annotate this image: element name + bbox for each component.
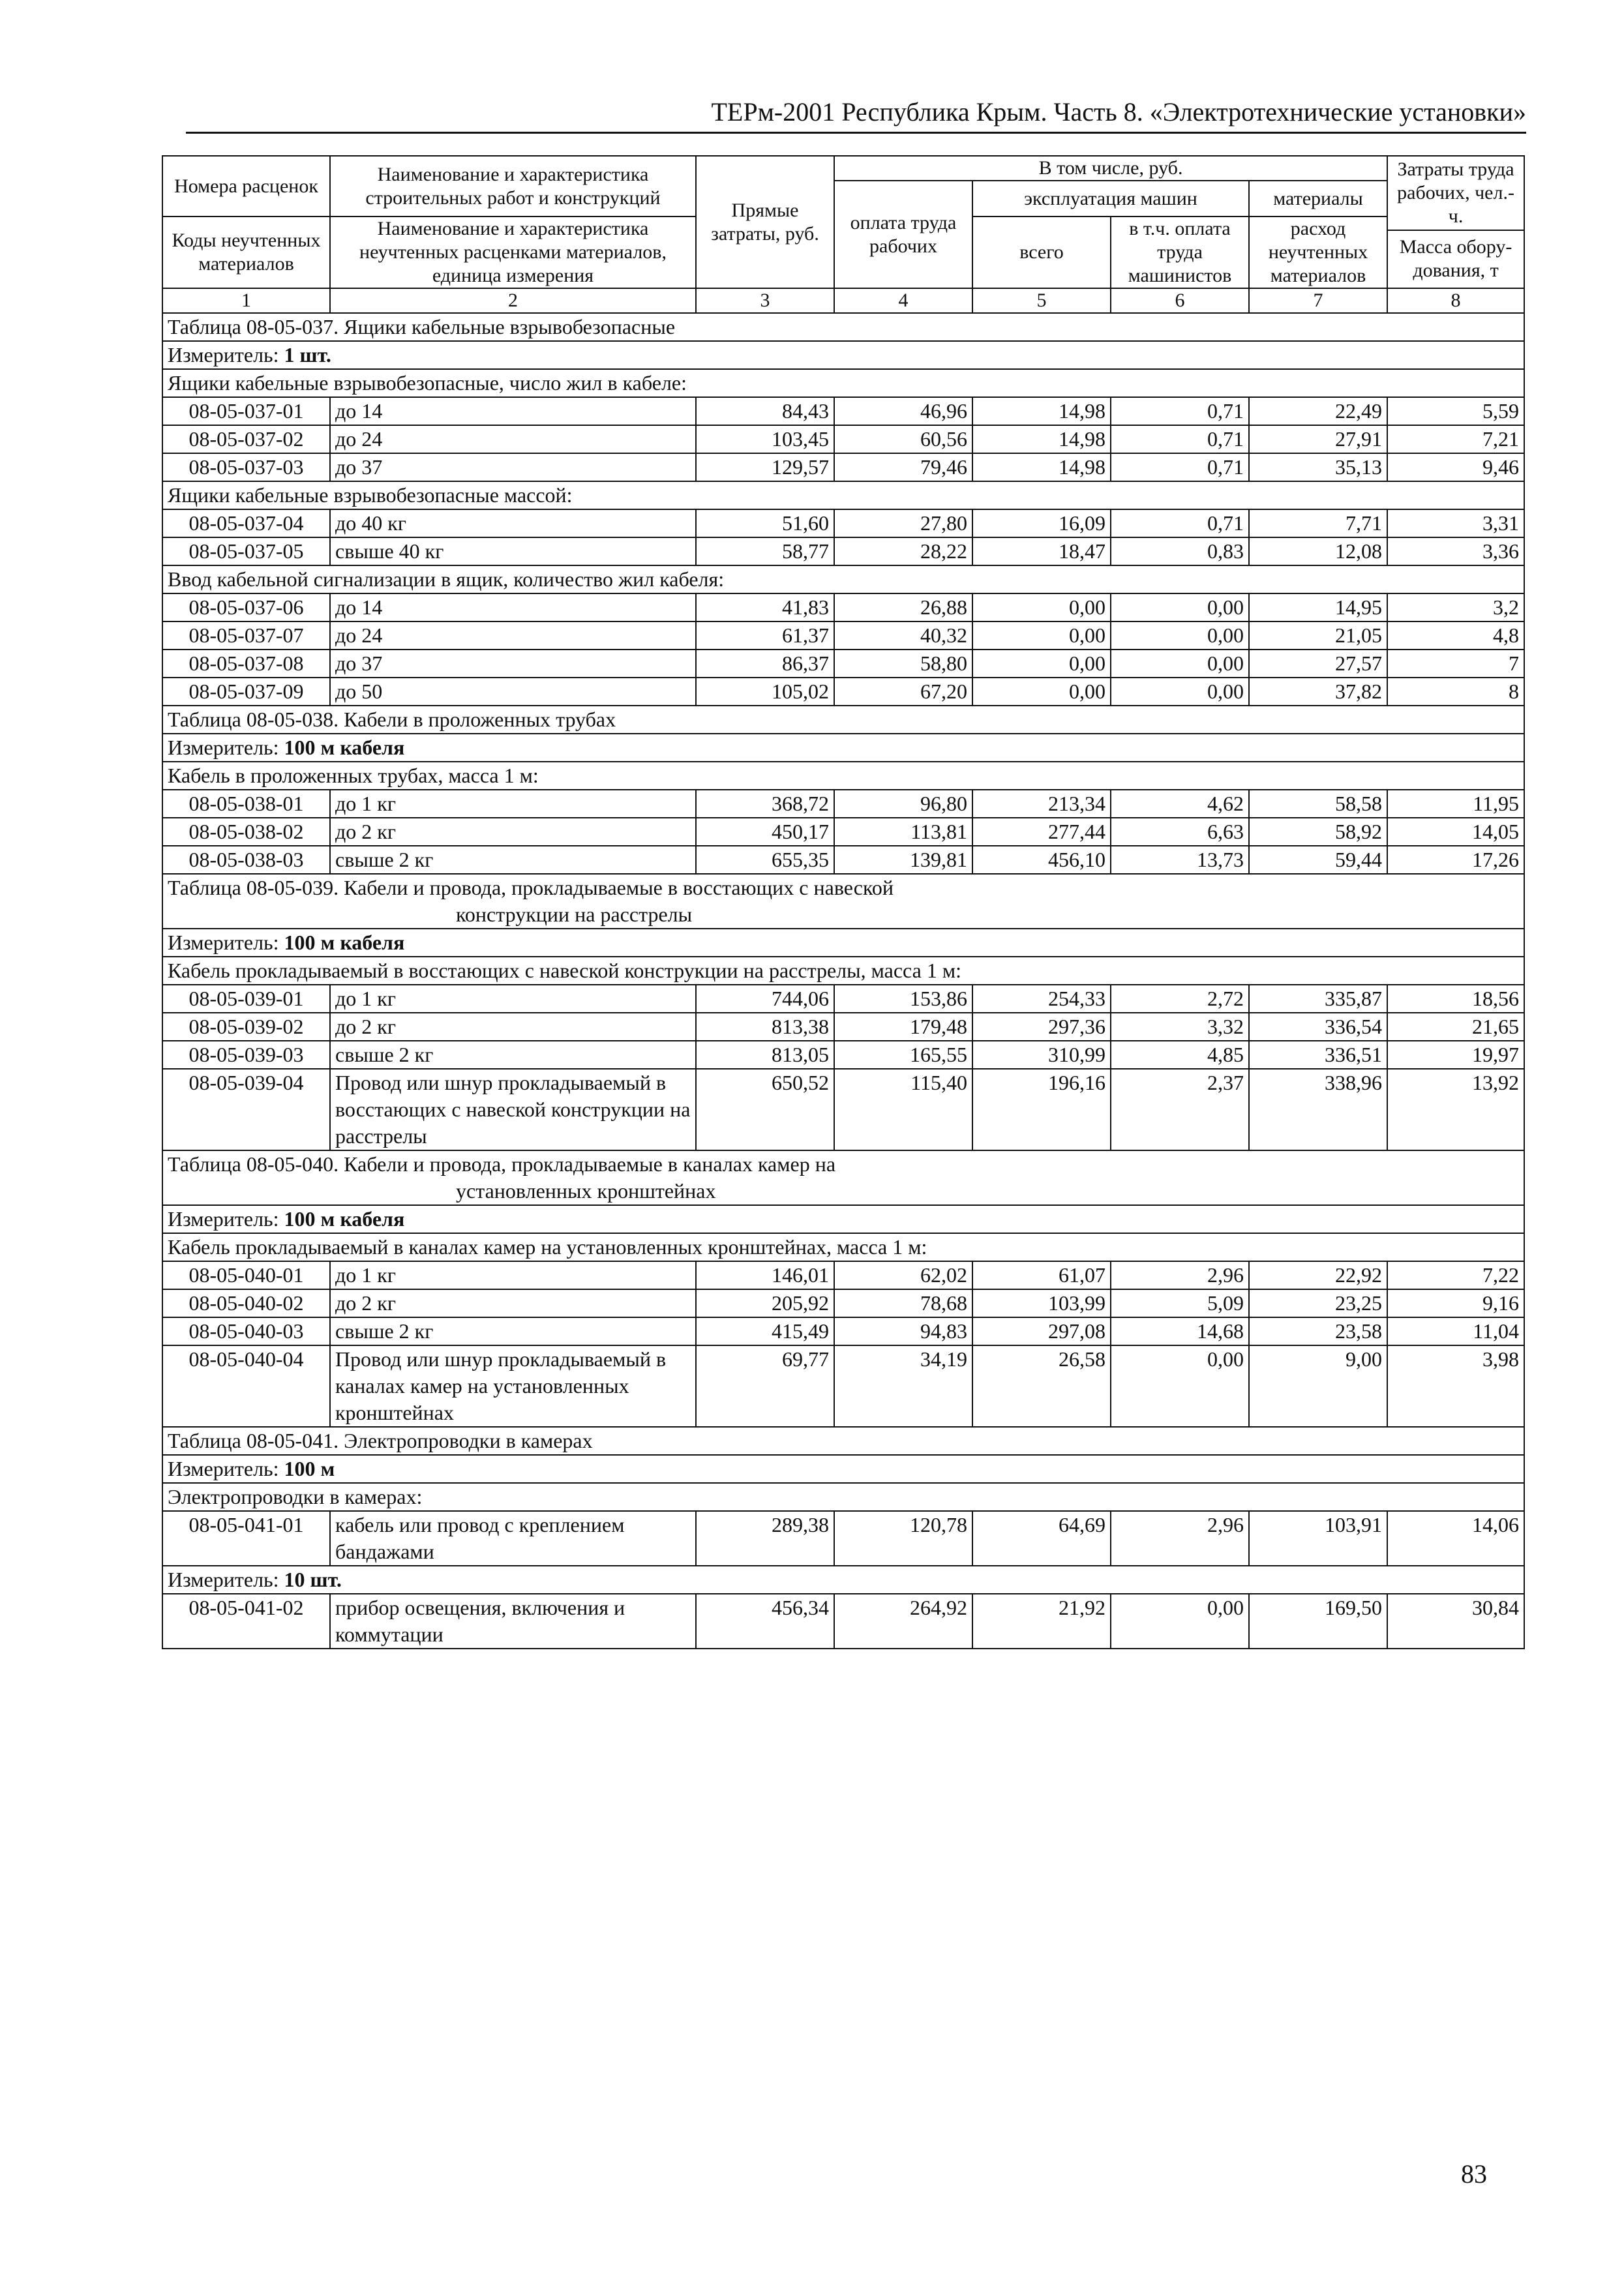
materials: 22,92 [1249,1261,1387,1289]
machinist-pay: 2,37 [1111,1069,1249,1150]
labor-hours: 7,22 [1387,1261,1524,1289]
labor-hours: 3,98 [1387,1345,1524,1427]
machines-total: 21,92 [972,1594,1111,1649]
machines-total: 16,09 [972,509,1111,537]
direct-cost: 61,37 [696,621,834,650]
rate-description: Провод или шнур прокладываемый в восстающих с навеской конструкции на расстрелы [330,1069,696,1150]
meter-row [162,734,1524,762]
rate-code: 08-05-040-01 [162,1261,330,1289]
direct-cost: 103,45 [696,425,834,453]
materials: 23,58 [1249,1317,1387,1345]
labor-hours: 30,84 [1387,1594,1524,1649]
machines-total: 14,98 [972,453,1111,481]
labor-pay: 40,32 [834,621,972,650]
meter-row [162,1566,1524,1594]
rate-code: 08-05-040-03 [162,1317,330,1345]
machines-total: 277,44 [972,818,1111,846]
rate-code: 08-05-038-02 [162,818,330,846]
column-number: 2 [330,288,696,313]
machinist-pay: 0,00 [1111,678,1249,706]
table-row [162,397,1524,425]
header-col7: расход неучтенных материалов [1249,217,1387,288]
machinist-pay: 0,00 [1111,1594,1249,1649]
materials: 103,91 [1249,1511,1387,1566]
group-header-row [162,481,1524,509]
running-header: ТЕРм-2001 Республика Крым. Часть 8. «Электротехнические установки» [711,97,1526,127]
rate-code: 08-05-037-07 [162,621,330,650]
table-caption-row [162,874,1524,929]
column-number: 1 [162,288,330,313]
table-row [162,650,1524,678]
rate-code: 08-05-037-05 [162,537,330,565]
meter-value: 100 м кабеля [284,736,405,759]
table-row [162,453,1524,481]
group-header-row [162,369,1524,397]
group-header: Ввод кабельной сигнализации в ящик, количество жил кабеля: [162,565,1524,593]
direct-cost: 650,52 [696,1069,834,1150]
labor-hours: 19,97 [1387,1041,1524,1069]
machines-total: 213,34 [972,790,1111,818]
meter-value: 1 шт. [284,343,331,367]
materials: 335,87 [1249,985,1387,1013]
labor-hours: 4,8 [1387,621,1524,650]
group-header-row [162,565,1524,593]
materials: 22,49 [1249,397,1387,425]
labor-hours: 14,05 [1387,818,1524,846]
header-col4: оплата труда рабочих [834,181,972,288]
group-header-row [162,762,1524,790]
materials: 12,08 [1249,537,1387,565]
machinist-pay: 5,09 [1111,1289,1249,1317]
direct-cost: 744,06 [696,985,834,1013]
labor-hours: 17,26 [1387,846,1524,874]
machinist-pay: 0,00 [1111,1345,1249,1427]
rate-code: 08-05-037-02 [162,425,330,453]
labor-pay: 60,56 [834,425,972,453]
materials: 59,44 [1249,846,1387,874]
direct-cost: 84,43 [696,397,834,425]
machines-total: 14,98 [972,397,1111,425]
materials: 14,95 [1249,593,1387,621]
labor-pay: 153,86 [834,985,972,1013]
machines-total: 254,33 [972,985,1111,1013]
machinist-pay: 6,63 [1111,818,1249,846]
machines-total: 310,99 [972,1041,1111,1069]
rate-description: свыше 40 кг [330,537,696,565]
table-row [162,1069,1524,1150]
direct-cost: 58,77 [696,537,834,565]
direct-cost: 289,38 [696,1511,834,1566]
direct-cost: 813,05 [696,1041,834,1069]
header-col3: Прямые затраты, руб. [696,156,834,288]
meter-label: Измеритель: [168,1568,279,1591]
machinist-pay: 0,00 [1111,650,1249,678]
table-row [162,985,1524,1013]
rate-description: до 14 [330,593,696,621]
materials: 58,92 [1249,818,1387,846]
column-number: 7 [1249,288,1387,313]
table-row [162,846,1524,874]
machines-total: 196,16 [972,1069,1111,1150]
rate-description: до 1 кг [330,985,696,1013]
machines-total: 14,98 [972,425,1111,453]
rate-description: до 24 [330,425,696,453]
labor-hours: 13,92 [1387,1069,1524,1150]
labor-pay: 62,02 [834,1261,972,1289]
rate-code: 08-05-037-04 [162,509,330,537]
table-caption-text: Таблица 08-05-037. Ящики кабельные взрывобезопасные [168,315,676,338]
column-number: 8 [1387,288,1524,313]
rate-description: кабель или провод с креплением бандажами [330,1511,696,1566]
labor-pay: 28,22 [834,537,972,565]
rate-description: свыше 2 кг [330,1317,696,1345]
meter-row [162,341,1524,369]
rate-description: до 2 кг [330,818,696,846]
table-row [162,1511,1524,1566]
rate-code: 08-05-037-06 [162,593,330,621]
header-col1-bottom: Коды неучтенных материалов [162,217,330,288]
labor-pay: 94,83 [834,1317,972,1345]
rate-code: 08-05-040-02 [162,1289,330,1317]
labor-hours: 7,21 [1387,425,1524,453]
meter-label: Измеритель: [168,931,279,954]
materials: 21,05 [1249,621,1387,650]
group-header: Ящики кабельные взрывобезопасные массой: [162,481,1524,509]
direct-cost: 41,83 [696,593,834,621]
labor-pay: 96,80 [834,790,972,818]
table-row [162,1289,1524,1317]
rate-code: 08-05-038-01 [162,790,330,818]
materials: 338,96 [1249,1069,1387,1150]
machines-total: 297,08 [972,1317,1111,1345]
table-caption-text: Таблица 08-05-038. Кабели в проложенных трубах [168,708,616,731]
column-number: 6 [1111,288,1249,313]
direct-cost: 51,60 [696,509,834,537]
direct-cost: 655,35 [696,846,834,874]
table-row [162,621,1524,650]
rate-description: до 2 кг [330,1013,696,1041]
table-row [162,1345,1524,1427]
machinist-pay: 4,85 [1111,1041,1249,1069]
labor-pay: 46,96 [834,397,972,425]
table-caption-text: Таблица 08-05-039. Кабели и провода, прокладываемые в восстающих с навеской [168,876,894,899]
labor-hours: 3,2 [1387,593,1524,621]
group-header: Ящики кабельные взрывобезопасные, число жил в кабеле: [162,369,1524,397]
direct-cost: 456,34 [696,1594,834,1649]
machinist-pay: 0,71 [1111,453,1249,481]
labor-hours: 7 [1387,650,1524,678]
meter-label: Измеритель: [168,343,279,367]
labor-hours: 18,56 [1387,985,1524,1013]
machines-total: 61,07 [972,1261,1111,1289]
machines-total: 0,00 [972,593,1111,621]
table-body [162,313,1524,1649]
header-col1-top: Номера расценок [162,156,330,217]
machinist-pay: 2,96 [1111,1511,1249,1566]
table-caption [162,874,1524,929]
materials: 23,25 [1249,1289,1387,1317]
labor-pay: 58,80 [834,650,972,678]
group-header-row [162,1233,1524,1261]
header-divider [186,132,1526,134]
labor-pay: 26,88 [834,593,972,621]
machines-total: 18,47 [972,537,1111,565]
direct-cost: 86,37 [696,650,834,678]
direct-cost: 69,77 [696,1345,834,1427]
direct-cost: 415,49 [696,1317,834,1345]
rate-code: 08-05-041-01 [162,1511,330,1566]
materials: 169,50 [1249,1594,1387,1649]
machinist-pay: 14,68 [1111,1317,1249,1345]
meter-value: 10 шт. [284,1568,342,1591]
group-header: Кабель прокладываемый в восстающих с навеской конструкции на расстрелы, масса 1 м: [162,957,1524,985]
machinist-pay: 0,71 [1111,425,1249,453]
table-row [162,1013,1524,1041]
labor-pay: 27,80 [834,509,972,537]
header-col6: в т.ч. оплата труда машинистов [1111,217,1249,288]
machines-total: 64,69 [972,1511,1111,1566]
materials: 336,54 [1249,1013,1387,1041]
direct-cost: 450,17 [696,818,834,846]
machinist-pay: 4,62 [1111,790,1249,818]
materials: 37,82 [1249,678,1387,706]
table-caption [162,706,1524,734]
labor-pay: 165,55 [834,1041,972,1069]
group-header-row [162,1483,1524,1511]
labor-pay: 139,81 [834,846,972,874]
rate-description: до 24 [330,621,696,650]
labor-hours: 21,65 [1387,1013,1524,1041]
machines-total: 0,00 [972,678,1111,706]
rate-description: до 37 [330,453,696,481]
group-header: Кабель прокладываемый в каналах камер на установленных кронштейнах, масса 1 м: [162,1233,1524,1261]
rate-code: 08-05-039-03 [162,1041,330,1069]
meter-value: 100 м кабеля [284,931,405,954]
materials: 7,71 [1249,509,1387,537]
table-row [162,1261,1524,1289]
direct-cost: 129,57 [696,453,834,481]
column-number-row [162,288,1524,313]
machines-total: 456,10 [972,846,1111,874]
table-caption [162,1150,1524,1205]
meter-row [162,929,1524,957]
labor-pay: 34,19 [834,1345,972,1427]
labor-hours: 11,04 [1387,1317,1524,1345]
table-caption-row [162,1150,1524,1205]
labor-hours: 8 [1387,678,1524,706]
price-table [162,155,1525,1649]
page-number: 83 [1461,2159,1487,2189]
rate-description: до 1 кг [330,790,696,818]
materials: 9,00 [1249,1345,1387,1427]
rate-code: 08-05-039-01 [162,985,330,1013]
machines-total: 103,99 [972,1289,1111,1317]
meter-value: 100 м [284,1457,335,1480]
machinist-pay: 2,96 [1111,1261,1249,1289]
machines-total: 0,00 [972,650,1111,678]
rate-description: до 14 [330,397,696,425]
table-row [162,790,1524,818]
labor-hours: 9,16 [1387,1289,1524,1317]
table-caption-text: Таблица 08-05-041. Электропроводки в камерах [168,1429,593,1452]
column-number: 3 [696,288,834,313]
labor-pay: 264,92 [834,1594,972,1649]
machinist-pay: 0,83 [1111,537,1249,565]
table-row [162,593,1524,621]
group-header-row [162,957,1524,985]
meter-label: Измеритель: [168,1457,279,1480]
header-machines: эксплуатация машин [972,181,1249,217]
table-row [162,678,1524,706]
labor-hours: 14,06 [1387,1511,1524,1566]
materials: 35,13 [1249,453,1387,481]
direct-cost: 813,38 [696,1013,834,1041]
header-col2-bottom: Наименование и характеристика неучтенных расценками материалов, единица измерения [330,217,696,288]
table-caption [162,1427,1524,1455]
rate-description: до 37 [330,650,696,678]
rate-code: 08-05-040-04 [162,1345,330,1427]
direct-cost: 368,72 [696,790,834,818]
rate-description: Провод или шнур прокладываемый в каналах камер на установленных кронштейнах [330,1345,696,1427]
table-row [162,1594,1524,1649]
column-number: 5 [972,288,1111,313]
machines-total: 26,58 [972,1345,1111,1427]
machinist-pay: 3,32 [1111,1013,1249,1041]
materials: 27,57 [1249,650,1387,678]
rate-code: 08-05-038-03 [162,846,330,874]
machinist-pay: 0,00 [1111,621,1249,650]
meter-value: 100 м кабеля [284,1207,405,1231]
rate-description: до 2 кг [330,1289,696,1317]
labor-pay: 120,78 [834,1511,972,1566]
table-caption [162,313,1524,341]
group-header: Кабель в проложенных трубах, масса 1 м: [162,762,1524,790]
labor-hours: 5,59 [1387,397,1524,425]
direct-cost: 146,01 [696,1261,834,1289]
rate-description: прибор освещения, включения и коммутации [330,1594,696,1649]
machinist-pay: 0,71 [1111,509,1249,537]
rate-code: 08-05-037-09 [162,678,330,706]
table-row [162,537,1524,565]
table-caption-row [162,706,1524,734]
rate-description: до 50 [330,678,696,706]
header-materials: материалы [1249,181,1387,217]
header-col5: всего [972,217,1111,288]
group-header: Электропроводки в камерах: [162,1483,1524,1511]
meter-row [162,1205,1524,1233]
table-caption-cont: установленных кронштейнах [456,1179,716,1203]
meter-label: Измеритель: [168,736,279,759]
labor-hours: 3,36 [1387,537,1524,565]
table-row [162,425,1524,453]
rate-code: 08-05-037-03 [162,453,330,481]
rate-code: 08-05-041-02 [162,1594,330,1649]
rate-description: свыше 2 кг [330,1041,696,1069]
table-caption-row [162,313,1524,341]
direct-cost: 105,02 [696,678,834,706]
table-caption-cont: конструкции на расстрелы [456,903,693,926]
labor-hours: 11,95 [1387,790,1524,818]
header-col2-top: Наименование и характеристика строительных работ и конструкций [330,156,696,217]
materials: 27,91 [1249,425,1387,453]
labor-pay: 67,20 [834,678,972,706]
materials: 336,51 [1249,1041,1387,1069]
table-caption-row [162,1427,1524,1455]
machinist-pay: 13,73 [1111,846,1249,874]
labor-hours: 3,31 [1387,509,1524,537]
labor-hours: 9,46 [1387,453,1524,481]
rate-code: 08-05-039-04 [162,1069,330,1150]
labor-pay: 78,68 [834,1289,972,1317]
labor-pay: 115,40 [834,1069,972,1150]
column-number: 4 [834,288,972,313]
machines-total: 297,36 [972,1013,1111,1041]
machinist-pay: 0,00 [1111,593,1249,621]
meter-row [162,1455,1524,1483]
meter-label: Измеритель: [168,1207,279,1231]
labor-pay: 179,48 [834,1013,972,1041]
table-row [162,1041,1524,1069]
table-row [162,1317,1524,1345]
header-including: В том числе, руб. [834,156,1387,181]
table-caption-text: Таблица 08-05-040. Кабели и провода, прокладываемые в каналах камер на [168,1152,836,1176]
rate-code: 08-05-037-01 [162,397,330,425]
rate-code: 08-05-039-02 [162,1013,330,1041]
rate-description: свыше 2 кг [330,846,696,874]
rate-code: 08-05-037-08 [162,650,330,678]
machinist-pay: 0,71 [1111,397,1249,425]
labor-pay: 113,81 [834,818,972,846]
header-col8-bottom: Масса обору-дования, т [1387,230,1524,288]
direct-cost: 205,92 [696,1289,834,1317]
rate-description: до 1 кг [330,1261,696,1289]
table-row [162,509,1524,537]
machines-total: 0,00 [972,621,1111,650]
header-col8-top: Затраты труда рабочих, чел.-ч. [1387,156,1524,230]
labor-pay: 79,46 [834,453,972,481]
rate-description: до 40 кг [330,509,696,537]
table-row [162,818,1524,846]
machinist-pay: 2,72 [1111,985,1249,1013]
materials: 58,58 [1249,790,1387,818]
